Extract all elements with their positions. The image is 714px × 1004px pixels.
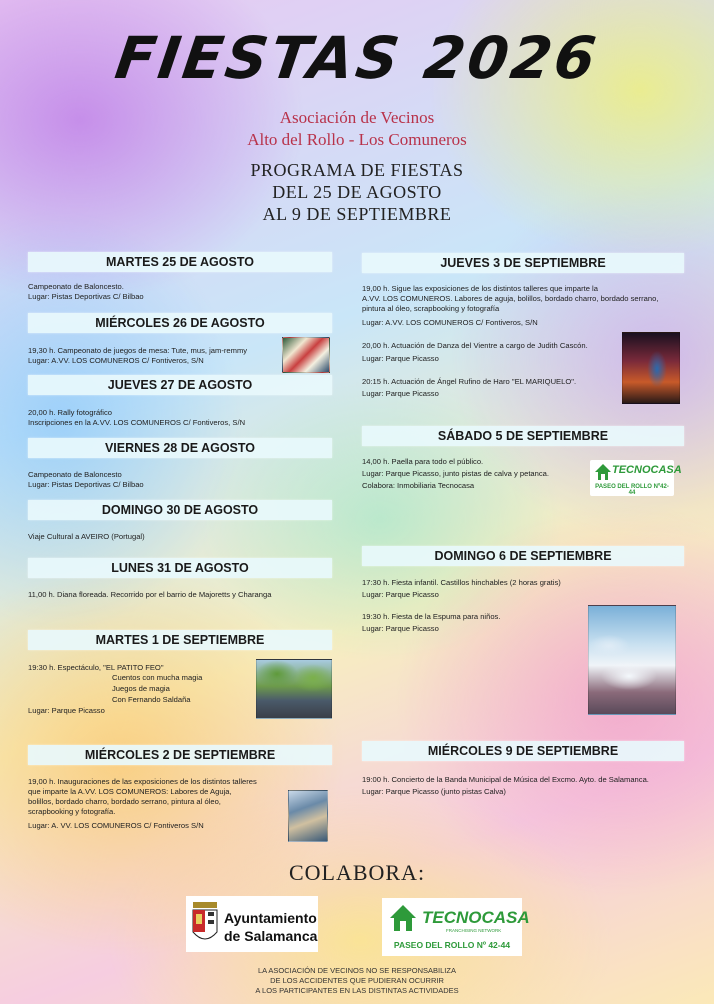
event-text: que imparte la A.VV. LOS COMUNEROS: Labores de Aguja, <box>28 787 232 796</box>
event-detail: Juegos de magia <box>112 684 170 693</box>
event-place: Lugar: Parque Picasso <box>28 706 105 715</box>
exhibition-photo <box>288 790 328 842</box>
tecnocasa-address: PASEO DEL ROLLO Nº 42-44 <box>393 940 511 950</box>
event-place: Lugar: Parque Picasso <box>362 354 439 363</box>
ayuntamiento-line1: Ayuntamiento <box>224 910 317 926</box>
association-name: Asociación de Vecinos <box>279 108 435 127</box>
day-header: MARTES 1 DE SEPTIEMBRE <box>28 630 332 650</box>
event-place: Lugar: Pistas Deportivas C/ Bilbao <box>28 292 144 301</box>
program-title: PROGRAMA DE FIESTAS <box>250 160 464 180</box>
event-place: Lugar: Pistas Deportivas C/ Bilbao <box>28 480 144 489</box>
event-text: 20,00 h. Actuación de Danza del Vientre a cargo de Judith Cascón. <box>362 341 588 350</box>
cards-photo <box>282 337 330 373</box>
ayuntamiento-line2: de Salamanca <box>224 928 318 944</box>
foam-party-photo <box>588 605 676 715</box>
program-dates-to: AL 9 DE SEPTIEMBRE <box>262 204 452 224</box>
event-text: 20:15 h. Actuación de Ángel Rufino de Haro "EL MARIQUELO". <box>362 377 577 386</box>
event-place: Lugar: Parque Picasso <box>362 624 439 633</box>
day-header: DOMINGO 30 DE AGOSTO <box>28 500 332 520</box>
event-text: 19,00 h. Sigue las exposiciones de los distintos talleres que imparte la <box>362 284 598 293</box>
event-text: A.VV. LOS COMUNEROS. Labores de aguja, bolillos, bordado charro, bordado serrano, <box>362 294 659 303</box>
day-header: MARTES 25 DE AGOSTO <box>28 252 332 272</box>
event-place: Inscripciones en la A.VV. LOS COMUNEROS C/ Fontiveros, S/N <box>28 418 246 427</box>
dancer-photo <box>622 332 680 404</box>
tecnocasa-name: TECNOCASA <box>422 908 530 927</box>
event-place: Lugar: Parque Picasso (junto pistas Calva) <box>362 787 506 796</box>
disclaimer-line: DE LOS ACCIDENTES QUE PUDIERAN OCURRIR <box>270 976 444 985</box>
event-sponsor: Colabora: Inmobiliaria Tecnocasa <box>362 481 475 490</box>
event-text: 20,00 h. Rally fotográfico <box>28 408 113 417</box>
event-text: 19:30 h. Fiesta de la Espuma para niños. <box>362 612 501 621</box>
event-text: Campeonato de Baloncesto <box>28 470 122 479</box>
event-detail: Cuentos con mucha magia <box>112 673 203 682</box>
tecnocasa-network: FRANCHISING NETWORK <box>446 928 502 933</box>
tecnocasa-address: PASEO DEL ROLLO Nº42-44 <box>595 484 669 496</box>
event-text: 19,00 h. Inauguraciones de las exposiciones de los distintos talleres <box>28 777 257 786</box>
day-header: DOMINGO 6 DE SEPTIEMBRE <box>362 546 684 566</box>
event-text: 17:30 h. Fiesta infantil. Castillos hinchables (2 horas gratis) <box>362 578 561 587</box>
disclaimer-line: A LOS PARTICIPANTES EN LAS DISTINTAS ACTIVIDADES <box>255 986 459 995</box>
disclaimer-line: LA ASOCIACIÓN DE VECINOS NO SE RESPONSABILIZA <box>258 966 456 975</box>
event-text: scrapbooking y fotografía. <box>28 807 116 816</box>
theater-photo <box>256 659 332 719</box>
colabora-heading: COLABORA: <box>288 860 426 885</box>
event-text: 19:30 h. Espectáculo, "EL PATITO FEO" <box>28 663 164 672</box>
event-text: 19:00 h. Concierto de la Banda Municipal de Música del Excmo. Ayto. de Salamanca. <box>362 775 649 784</box>
disclaimer <box>0 966 714 996</box>
event-text: bolillos, bordado charro, bordado serrano, pintura al óleo, <box>28 797 221 806</box>
event-detail: Con Fernando Saldaña <box>112 695 191 704</box>
tecnocasa-logo-big <box>382 898 530 956</box>
day-header: VIERNES 28 DE AGOSTO <box>28 438 332 458</box>
event-text: 19,30 h. Campeonato de juegos de mesa: Tute, mus, jam-remmy <box>28 346 248 355</box>
day-header: SÁBADO 5 DE SEPTIEMBRE <box>362 426 684 446</box>
event-place: Lugar: A. VV. LOS COMUNEROS C/ Fontiveros S/N <box>28 821 204 830</box>
tecnocasa-name: TECNOCASA <box>612 464 682 476</box>
house-icon <box>388 903 418 933</box>
event-place: Lugar: A.VV. LOS COMUNEROS C/ Fontiveros, S/N <box>28 356 204 365</box>
event-place: Lugar: Parque Picasso <box>362 590 439 599</box>
event-text: 14,00 h. Paella para todo el público. <box>362 457 484 466</box>
coat-of-arms-icon <box>190 900 220 948</box>
day-header: MIÉRCOLES 26 DE AGOSTO <box>28 313 332 333</box>
event-place: Lugar: A.VV. LOS COMUNEROS C/ Fontiveros, S/N <box>362 318 538 327</box>
event-text: pintura al óleo, scrapbooking y fotografía <box>362 304 500 313</box>
event-text: Campeonato de Baloncesto. <box>28 282 124 291</box>
tecnocasa-logo-small <box>590 460 682 496</box>
day-header: MIÉRCOLES 2 DE SEPTIEMBRE <box>28 745 332 765</box>
poster-title: FIESTAS 2026 <box>111 24 603 92</box>
day-header: JUEVES 27 DE AGOSTO <box>28 375 332 395</box>
event-text: 11,00 h. Diana floreada. Recorrido por el barrio de Majoretts y Charanga <box>28 590 272 599</box>
day-header: MIÉRCOLES 9 DE SEPTIEMBRE <box>362 741 684 761</box>
event-place: Lugar: Parque Picasso, junto pistas de calva y petanca. <box>362 469 550 478</box>
event-text: Viaje Cultural a AVEIRO (Portugal) <box>28 532 145 541</box>
event-place: Lugar: Parque Picasso <box>362 389 439 398</box>
association-area: Alto del Rollo - Los Comuneros <box>247 130 467 149</box>
program-dates-from: DEL 25 DE AGOSTO <box>272 182 442 202</box>
ayuntamiento-logo <box>186 896 318 952</box>
house-icon <box>594 463 612 481</box>
day-header: JUEVES 3 DE SEPTIEMBRE <box>362 253 684 273</box>
day-header: LUNES 31 DE AGOSTO <box>28 558 332 578</box>
